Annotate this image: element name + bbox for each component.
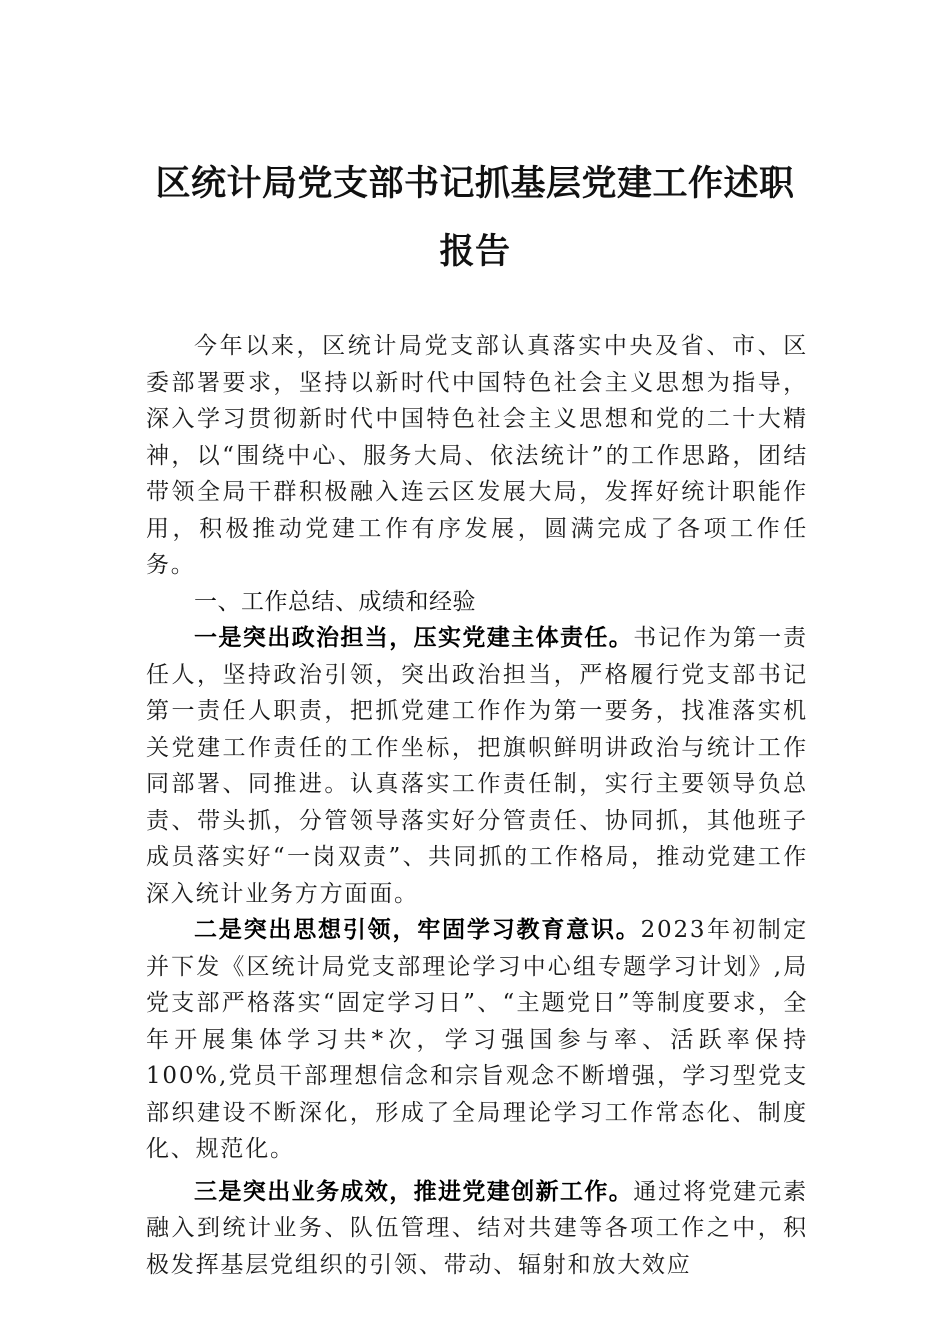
item-lead-1: 一是突出政治担当，压实党建主体责任。 (194, 624, 634, 651)
item-paragraph-2 (146, 912, 808, 1168)
item-text-2: 2023年初制定并下发《区统计局党支部理论学习中心组专题学习计划》,局党支部严格落实“固定学习日”、“主题党日”等制度要求，全年开展集体学习共*次，学习强国参与率、活跃率保持100%,党员干部理想信念和宗旨观念不断增强，学习型党支部织建设不断深化，形成了全局理论学习工作常态化、制度化、规范化。 (146, 917, 808, 1162)
intro-paragraph: 今年以来，区统计局党支部认真落实中央及省、市、区委部署要求，坚持以新时代中国特色社会主义思想为指导，深入学习贯彻新时代中国特色社会主义思想和党的二十大精神，以“围绕中心、服务大局、依法统计”的工作思路，团结带领全局干群积极融入连云区发展大局，发挥好统计职能作用，积极推动党建工作有序发展，圆满完成了各项工作任务。 (146, 333, 808, 578)
document-body (146, 328, 808, 1283)
item-lead-3: 三是突出业务成效，推进党建创新工作。 (194, 1177, 634, 1205)
section-heading: 一、工作总结、成绩和经验 (194, 588, 476, 615)
item-paragraph-3 (146, 1174, 808, 1284)
document-title-continued: 报告 (439, 231, 511, 272)
document-title: 区统计局党支部书记抓基层党建工作述职 (155, 163, 795, 204)
item-text-3: 通过将党建元素融入到统计业务、队伍管理、结对共建等各项工作之中，积极发挥基层党组织的引领、带动、辐射和放大效应 (146, 1178, 808, 1278)
item-lead-2: 二是突出思想引领，牢固学习教育意识。 (194, 916, 641, 943)
item-text-1: 书记作为第一责任人，坚持政治引领，突出政治担当，严格履行党支部书记第一责任人职责，把抓党建工作作为第一要务，找准落实机关党建工作责任的工作坐标，把旗帜鲜明讲政治与统计工作同部署、同推进。认真落实工作责任制，实行主要领导负总责、带头抓，分管领导落实好分管责任、协同抓，其他班子成员落实好“一岗双责”、共同抓的工作格局，推动党建工作深入统计业务方方面面。 (146, 625, 808, 907)
item-paragraph-1 (146, 620, 808, 912)
